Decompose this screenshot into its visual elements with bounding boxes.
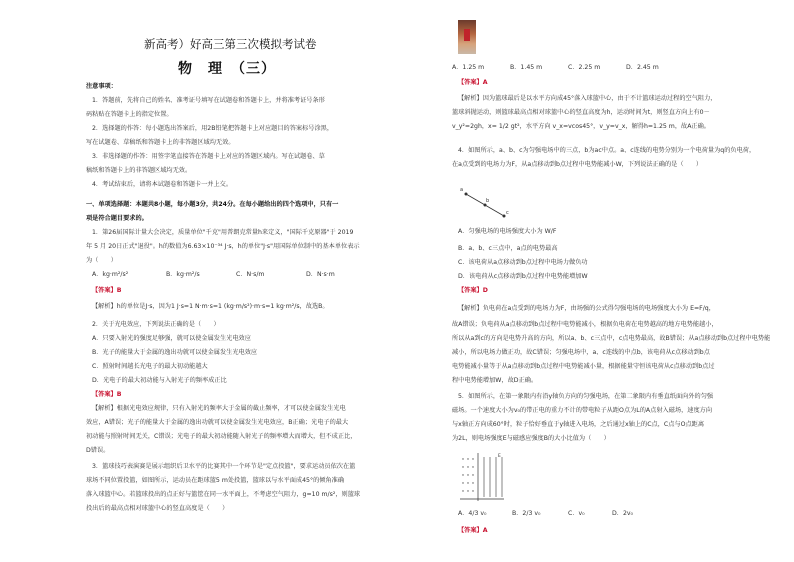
analysis-line: D错误。 (86, 447, 110, 454)
answer-label: 【答案】B (92, 391, 122, 398)
note-line: 2．选择题的作答：每小题选出答案后，用2B铅笔把答题卡上对应题目的答案标号涂黑， (92, 125, 334, 132)
option: D．N·s·m (306, 271, 335, 278)
analysis-line: 故A错误；负电荷从a点移动到b点过程中电势能减小，根据负电荷在电势越高的地方电势能越小， (452, 321, 718, 328)
option: B．光子的能量大于金属的逸出功就可以使金属发生光电效应 (92, 349, 258, 356)
option: C．该电荷从a点移动到b点过程中电场力做负功 (458, 259, 588, 266)
answer-label: 【答案】A (458, 79, 488, 86)
answer-label: 【答案】A (458, 527, 488, 534)
analysis-line: 【解析】负电荷在a点受到的电场力为F，由场强的公式得匀强电场的电场强度大小为 E=F/q， (458, 305, 715, 312)
option: D．2v₀ (612, 510, 634, 517)
field-grid-diagram (458, 451, 506, 503)
question-4-line: 在a点受到的电场力为F，从a点移动到b点过程中电势能减小W，下列说法正确的是（ ） (452, 161, 703, 168)
basketball-player-photo (458, 20, 476, 54)
analysis-line: 电势能减小量等于从a点移动到b点过程中电势能减小量，根据能量守恒该电荷从c点移动到b点过 (452, 363, 715, 370)
analysis-line: 【解析】因为篮球最后是以水平方向成45°落入球篮中心，由于不计篮球运动过程的空气阻力， (458, 95, 717, 102)
exam-title: 新高考）好高三第三次模拟考试卷 (144, 37, 317, 51)
question-5-line: 为2L，则电场强度E与磁感应强度B的大小比值为（ ） (452, 435, 610, 442)
note-line: 写在试题卷、草稿纸和答题卡上的非答题区域均无效。 (86, 139, 235, 146)
question-3-line: 3．篮球技巧表演赛是展示组织后卫水平的比赛其中一个环节是"定点投篮"，要求运动员依次在篮 (92, 463, 356, 470)
notes-heading: 注意事项： (86, 83, 117, 90)
point-a-label: a (460, 187, 464, 193)
note-line: 3．非选择题的作答：用签字笔直接答在答题卡上对应的答题区域内。写在试题卷、草 (92, 153, 325, 160)
question-5-line: 磁场。一个速度大小为v₀的带正电的重力不计的带电粒子从距O点为L的A点射入磁场，速度方向 (452, 407, 713, 414)
analysis-line: 所以从a到c的方向是电势升高的方向，所以a、b、c三点中，c点电势最高，故B错误；从a点移动到b点过程中电势能 (452, 335, 771, 342)
analysis-line: 【解析】h的单位是J·s，因为1 J·s=1 N·m·s=1 (kg·m/s²)·m·s=1 kg·m²/s，故选B。 (92, 303, 329, 310)
question-4-line: 4．如图所示，a、b、c为匀强电场中的三点，b为ac中点。a、c连线的电势分别为一个电荷量为q的负电荷， (458, 147, 756, 154)
answer-label: 【答案】B (92, 287, 122, 294)
option: C．N·s/m (236, 271, 265, 278)
analysis-line: v_y²=2gh，x= 1/2 gt²，水平方向 v_x=vcos45°，v_y=v_x，解得h=1.25 m，故A正确。 (452, 123, 710, 130)
analysis-line: 初动能与照射时间无关，C错误；光电子的最大初动能随入射光子的频率增大而增大，但不成正比， (86, 433, 357, 440)
option: C．照射时间越长光电子的最大初动能越大 (92, 363, 208, 370)
question-3-line: 球场不同位置投篮，如图所示，运动员在距球篮5 m处投篮，篮球以与水平面成45°的倾角准确 (86, 477, 345, 484)
option: B．1.45 m (510, 64, 543, 71)
option: D．该电荷从c点移动到b点过程中电势能增加W (458, 273, 588, 280)
option: C．v₀ (568, 510, 585, 517)
option: C．2.25 m (568, 64, 601, 71)
answer-label: 【答案】D (458, 287, 488, 294)
point-a (465, 193, 468, 196)
question-1-line: 为（ ） (86, 257, 117, 264)
question-5-line: 5．如图所示，在第一象限内有沿y轴负方向的匀强电场，在第二象限内有垂直纸面向外的匀强 (458, 393, 714, 400)
question-1-line: 年 5 月 20日正式"退役"。h的数值为6.63×10⁻³⁴ J·s，h的单位"J·s"用国际单位制中的基本单位表示 (86, 243, 360, 250)
analysis-line: 程中电势能增加W，故D正确。 (452, 377, 538, 384)
question-3-line: 落入球篮中心。若篮球投出的点正好与篮筐在同一水平面上，不考虑空气阻力，g=10 m/s²，则篮球 (86, 491, 361, 498)
field-diagram (458, 174, 568, 222)
question-1-line: 1．第26届国际计量大会决定，质量单位"千克"用普朗克常量h来定义，"国际千克原器"于 2019 (92, 229, 354, 236)
section-heading: 项是符合题目要求的。 (86, 215, 148, 222)
question-5-line: 与x轴正方向成60°时，粒子恰好垂直于y轴进入电场，之后通过x轴上的C点，C点与O点距离 (452, 421, 705, 428)
field-e-label: E (498, 454, 501, 459)
note-line: 1．答题前，先将自己的姓名、准考证号填写在试题卷和答题卡上，并将准考证号条形 (92, 97, 325, 104)
option: D．2.45 m (626, 64, 659, 71)
option: B．2/3 v₀ (512, 510, 541, 517)
option: B．kg·m²/s (166, 271, 200, 278)
question-2-stem: 2．关于光电效应，下列说法正确的是（ ） (92, 321, 220, 328)
analysis-line: 效应，A错误；光子的能量大于金属的逸出功就可以使金属发生光电效应，B正确；光电子的最大 (86, 419, 349, 426)
electric-field-lines (484, 457, 502, 497)
magnetic-field-dots (462, 458, 473, 491)
question-3-line: 投出后的最高点相对球篮中心的竖直高度是（ ） (86, 505, 229, 512)
subject-title: 物 理 （三） (178, 61, 276, 77)
option: D．光电子的最大初动能与入射光子的频率成正比 (92, 377, 227, 384)
point-b-label: b (486, 198, 490, 204)
option: A．4/3 v₀ (458, 510, 487, 517)
note-line: 4．考试结束后，请将本试题卷和答题卡一并上交。 (92, 181, 233, 188)
point-c-label: c (506, 210, 509, 216)
option: B．a、b、c三点中，a点的电势最高 (458, 245, 558, 252)
analysis-line: 篮球斜抛运动，则篮球最高点相对球篮中心的竖直高度为h，运动时间为t，则竖直方向上有0－ (452, 109, 710, 116)
analysis-line: 减小，所以电场力做正功，故C错误；匀强电场中，a、c连线的中点b，该电荷从c点移动到b点 (452, 349, 710, 356)
note-line: 稿纸和答题卡上的非答题区域均无效。 (86, 167, 192, 174)
note-line: 码粘贴在答题卡上的指定位置。 (86, 111, 173, 118)
analysis-line: 【解析】根据光电效应规律，只有入射光的频率大于金属的截止频率，才可以使金属发生光电 (92, 405, 346, 412)
section-heading: 一、单项选择题：本题共8小题，每小题3分，共24分。在每小题给出的四个选项中，只有一 (86, 201, 339, 208)
option: A．1.25 m (452, 64, 485, 71)
option: A．kg·m²/s² (92, 271, 129, 278)
option: A．只要入射光的强度足够强，就可以使金属发生光电效应 (92, 335, 251, 342)
option: A．匀强电场的电场强度大小为 W/F (458, 228, 557, 235)
